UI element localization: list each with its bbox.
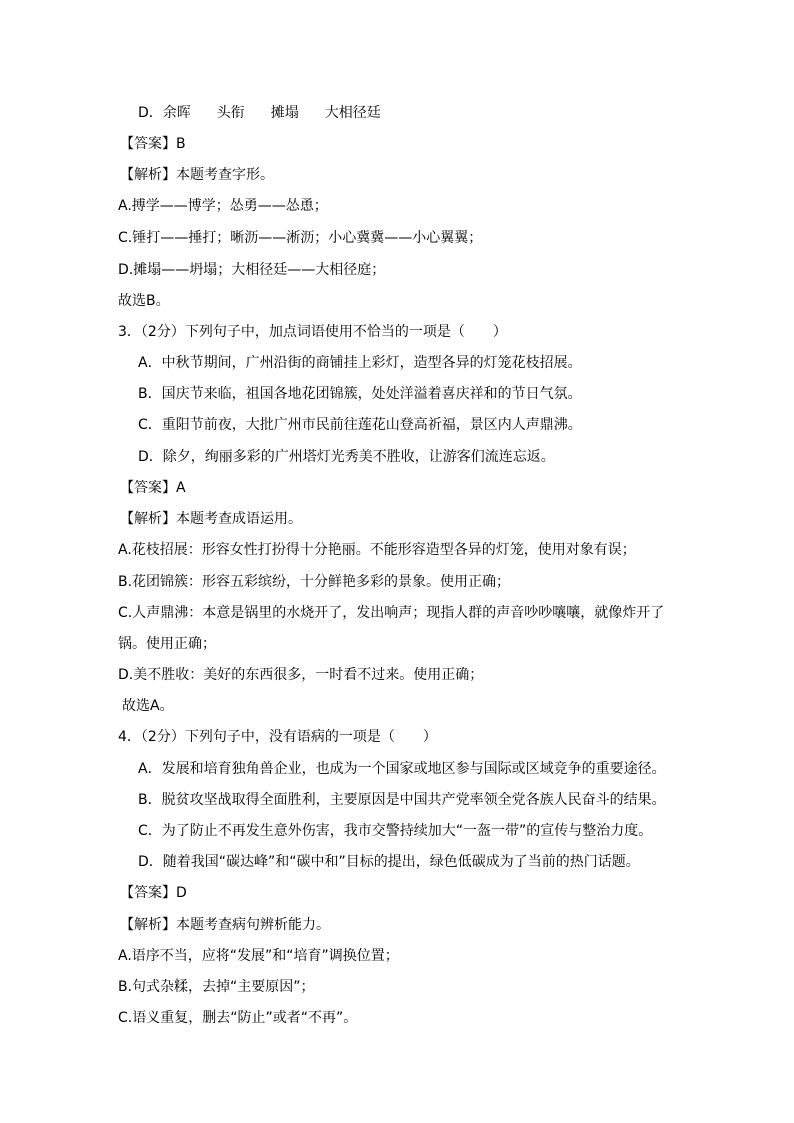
q2-detail-a: A.搏学——博学；怂勇——怂恿； (118, 198, 328, 214)
option-part: D．余晖 (138, 105, 191, 121)
q2-conclusion: 故选B。 (118, 293, 170, 309)
q2-detail-d: D.摊塌——坍塌；大相径廷——大相径庭； (118, 262, 386, 278)
q4-analysis: 【解析】本题考查病句辨析能力。 (120, 917, 330, 933)
option-part: 摊塌 (270, 105, 299, 121)
q2-answer: 【答案】B (120, 136, 186, 152)
q4-option-d: D．随着我国“碳达峰”和“碳中和”目标的提出，绿色低碳成为了当前的热门话题。 (138, 854, 640, 870)
q2-analysis: 【解析】本题考查字形。 (120, 167, 274, 183)
q3-option-d: D．除夕，绚丽多彩的广州塔灯光秀美不胜收，让游客们流连忘返。 (138, 449, 555, 465)
q3-detail-c: C.人声鼎沸：本意是锅里的水烧开了，发出响声；现指人群的声音吵吵嚷嚷，就像炸开了 (118, 605, 665, 621)
q3-analysis: 【解析】本题考查成语运用。 (120, 511, 302, 527)
q4-detail-b: B.句式杂糅，去掉“主要原因”； (118, 979, 315, 995)
q2-detail-c: C.锤打——捶打；晰沥——淅沥；小心冀冀——小心翼翼； (118, 230, 483, 246)
q3-detail-b: B.花团锦簇：形容五彩缤纷，十分鲜艳多彩的景象。使用正确； (118, 574, 511, 590)
q3-detail-a: A.花枝招展：形容女性打扮得十分艳丽。不能形容造型各异的灯笼，使用对象有误； (118, 542, 636, 558)
q4-option-a: A．发展和培育独角兽企业，也成为一个国家或地区参与国际或区域竞争的重要途径。 (138, 761, 666, 777)
option-part: 大相径廷 (324, 105, 381, 121)
q4-option-c: C．为了防止不再发生意外伤害，我市交警持续加大“一盔一带”的宣传与整治力度。 (138, 823, 653, 839)
q4-detail-a: A.语序不当，应将“发展”和“培育”调换位置； (118, 948, 399, 964)
q2-option-d (138, 104, 407, 122)
q3-detail-d: D.美不胜收：美好的东西很多，一时看不过来。使用正确； (118, 667, 484, 683)
q4-detail-c: C.语义重复，删去“防止”或者“不再”。 (118, 1010, 358, 1026)
q3-option-c: C．重阳节前夜，大批广州市民前往莲花山登高祈福，景区内人声鼎沸。 (138, 417, 582, 433)
q4-option-b: B．脱贫攻坚战取得全面胜利，主要原因是中国共产党率领全党各族人民奋斗的结果。 (138, 792, 666, 808)
q3-detail-c-cont: 锅。使用正确； (118, 636, 216, 652)
q3-question: 3．（2分）下列句子中，加点词语使用不恰当的一项是（ ） (118, 324, 507, 340)
q3-option-a: A．中秋节期间，广州沿街的商铺挂上彩灯，造型各异的灯笼花枝招展。 (138, 355, 582, 371)
q3-conclusion: 故选A。 (122, 698, 174, 714)
q3-option-b: B．国庆节来临，祖国各地花团锦簇，处处洋溢着喜庆祥和的节日气氛。 (138, 386, 582, 402)
q4-answer: 【答案】D (120, 885, 187, 901)
option-part: 头衔 (216, 105, 245, 121)
q3-answer: 【答案】A (120, 480, 186, 496)
q4-question: 4．（2分）下列句子中，没有语病的一项是（ ） (118, 729, 437, 745)
